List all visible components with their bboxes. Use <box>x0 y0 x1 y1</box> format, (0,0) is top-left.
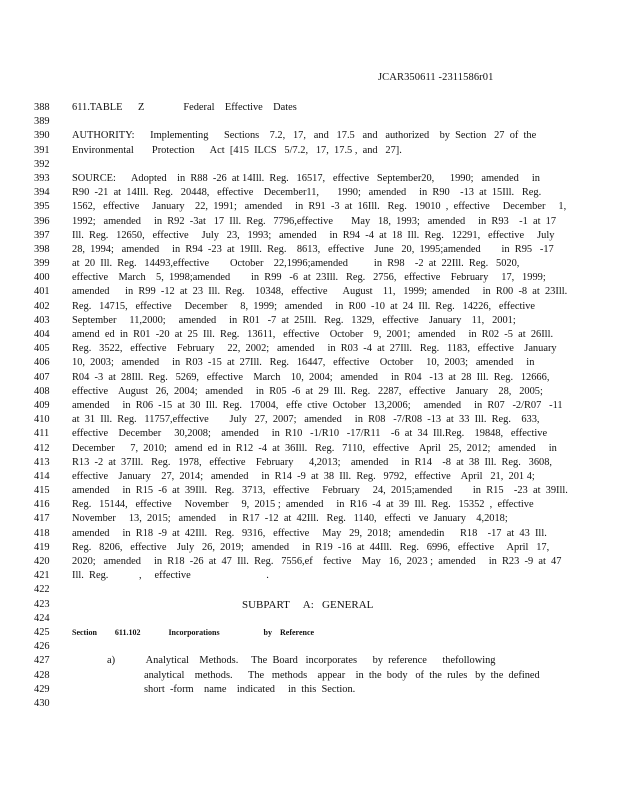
document-line <box>34 512 594 526</box>
line-number: 392 <box>34 158 50 170</box>
document-line <box>34 328 594 342</box>
line-number: 397 <box>34 229 50 241</box>
blank-line-fill <box>111 569 139 583</box>
line-text: amended in R99 -12 at 23 Ill. Reg. 10348, effective August 11, 1999; amended in R00 -8 at 23Ill. <box>72 286 568 298</box>
line-text: effective January 27, 2014; amended in R14 -9 at 38 Ill. Reg. 9792, effective April 21, 201 4; <box>72 470 535 482</box>
line-text: 1562, effective January 22, 1991; amended in R91 -3 at 16Ill. Reg. 19010 , effective December 1, <box>72 201 567 213</box>
line-number: 430 <box>34 697 50 709</box>
document-line <box>34 427 594 441</box>
document-body <box>34 101 594 711</box>
line-text <box>72 612 594 626</box>
document-line <box>34 144 594 158</box>
line-number: 428 <box>34 669 50 681</box>
document-line <box>34 399 594 413</box>
document-line <box>34 470 594 484</box>
document-line <box>34 527 594 541</box>
line-number: 419 <box>34 541 50 553</box>
line-number: 421 <box>34 570 50 582</box>
line-text: Ill. Reg. , effective . <box>72 569 594 583</box>
line-text: R90 -21 at 14Ill. Reg. 20448, effective December11, 1990; amended in R90 -13 at 15Ill. Reg. <box>72 187 542 199</box>
line-number: 422 <box>34 584 50 596</box>
line-number: 407 <box>34 371 50 383</box>
document-line <box>34 271 594 285</box>
line-text: Reg. 8206, effective July 26, 2019; amended in R19 -16 at 44Ill. Reg. 6996, effective April 17, <box>72 541 550 553</box>
line-text: effective August 26, 2004; amended in R05 -6 at 29 Ill. Reg. 2287, effective January 28, 2005; <box>72 385 543 397</box>
document-line <box>34 342 594 356</box>
line-number: 411 <box>34 428 50 440</box>
line-text: AUTHORITY: Implementing Sections 7.2, 17, and 17.5 and authorized by Section 27 of the <box>72 130 537 142</box>
document-line <box>34 356 594 370</box>
line-number: 409 <box>34 399 50 411</box>
document-line <box>34 186 594 200</box>
line-text: 10, 2003; amended in R03 -15 at 27Ill. Reg. 16447, effective October 10, 2003; amended in <box>72 357 535 369</box>
line-number: 390 <box>34 130 50 142</box>
document-line <box>34 172 594 186</box>
line-number: 400 <box>34 272 50 284</box>
line-text <box>72 158 594 172</box>
document-id: JCAR350611 -2311586r01 <box>378 72 494 83</box>
line-text: at 31 Ill. Reg. 11757,effective July 27, 2007; amended in R08 -7/R08 -13 at 33 Ill. Reg. 633, <box>72 414 540 426</box>
line-number: 427 <box>34 655 50 667</box>
line-text: amend ed in R01 -20 at 25 Ill. Reg. 13611, effective October 9, 2001; amended in R02 -5 at 26Ill. <box>72 329 554 340</box>
document-line <box>34 569 594 583</box>
line-text: September 11,2000; amended in R01 -7 at 25Ill. Reg. 1329, effective January 11, 2001; <box>72 314 516 326</box>
document-line <box>34 626 594 640</box>
blank-line-fill <box>199 569 259 583</box>
line-number: 412 <box>34 442 50 454</box>
line-text <box>72 583 594 597</box>
document-line <box>34 215 594 229</box>
line-number: 394 <box>34 187 50 199</box>
line-text <box>72 697 594 711</box>
document-line <box>34 484 594 498</box>
document-line <box>34 413 594 427</box>
line-number: 424 <box>34 612 50 624</box>
document-line <box>34 456 594 470</box>
line-text: analytical methods. The methods appear in the body of the rules by the defined <box>144 669 540 681</box>
line-number: 417 <box>34 513 50 525</box>
line-text: Environmental Protection Act [415 ILCS 5/7.2, 17, 17.5 , and 27]. <box>72 144 402 156</box>
document-line <box>34 101 594 115</box>
line-text: Ill. Reg. 12650, effective July 23, 1993; amended in R94 -4 at 18 Ill. Reg. 12291, effective July <box>72 229 555 241</box>
line-number: 402 <box>34 300 50 312</box>
line-number: 393 <box>34 172 50 184</box>
document-line <box>34 541 594 555</box>
line-text: 2020; amended in R18 -26 at 47 Ill. Reg. 7556,ef fective May 16, 2023 ; amended in R23 -9 at 47 <box>72 556 562 567</box>
line-number: 423 <box>34 598 50 610</box>
line-text <box>72 115 594 129</box>
document-line <box>34 200 594 214</box>
line-number: 395 <box>34 201 50 213</box>
line-number: 425 <box>34 626 50 638</box>
document-line <box>34 257 594 271</box>
line-text: amended in R06 -15 at 30 Ill. Reg. 17004, effe ctive October 13,2006; amended in R07 -2/R07 -11 <box>72 399 563 411</box>
document-line <box>34 158 594 172</box>
line-text: December 7, 2010; amend ed in R12 -4 at 36Ill. Reg. 7110, effective April 25, 2012; amended in <box>72 442 557 454</box>
line-text: Reg. 14715, effective December 8, 1999; amended in R00 -10 at 24 Ill. Reg. 14226, effective <box>72 300 536 312</box>
line-text: SOURCE: Adopted in R88 -26 at 14Ill. Reg. 16517, effective September20, 1990; amended in <box>72 172 540 184</box>
document-line <box>34 669 594 683</box>
line-number: 415 <box>34 485 50 497</box>
line-text: R13 -2 at 37Ill. Reg. 1978, effective February 4,2013; amended in R14 -8 at 38 Ill. Reg. 3608, <box>72 456 553 468</box>
document-line <box>34 697 594 711</box>
line-number: 401 <box>34 286 50 298</box>
line-number: 396 <box>34 215 50 227</box>
document-line <box>34 129 594 143</box>
document-line <box>34 314 594 328</box>
line-number: 403 <box>34 314 50 326</box>
line-text: 1992; amended in R92 -3at 17 Ill. Reg. 7796,effective May 18, 1993; amended in R93 -1 at 17 <box>72 215 557 227</box>
line-number: 399 <box>34 258 50 270</box>
line-text: effective December 30,2008; amended in R10 -1/R10 -17/R11 -6 at 34 Ill.Reg. 19848, effective <box>72 428 548 440</box>
document-line <box>34 498 594 512</box>
line-number: 413 <box>34 456 50 468</box>
document-line <box>34 300 594 314</box>
line-text: 28, 1994; amended in R94 -23 at 19Ill. Reg. 8613, effective June 20, 1995;amended in R95 -17 <box>72 243 554 255</box>
document-line <box>34 285 594 299</box>
line-number: 406 <box>34 357 50 369</box>
line-text: a) Analytical Methods. The Board incorporates by reference thefollowing <box>107 655 496 667</box>
line-text: Section 611.102 Incorporations by Reference <box>72 627 315 637</box>
document-line <box>34 371 594 385</box>
line-text: SUBPART A: GENERAL <box>242 598 374 611</box>
line-text <box>72 640 594 654</box>
line-number: 414 <box>34 470 50 482</box>
document-line <box>34 683 594 697</box>
line-number: 408 <box>34 385 50 397</box>
line-number: 416 <box>34 499 50 511</box>
line-text: amended in R15 -6 at 39Ill. Reg. 3713, effective February 24, 2015;amended in R15 -23 at 39Ill. <box>72 485 568 497</box>
document-line <box>34 229 594 243</box>
document-line <box>34 555 594 569</box>
line-text: effective March 5, 1998;amended in R99 -6 at 23Ill. Reg. 2756, effective February 17, 1999; <box>72 272 546 284</box>
document-line <box>34 583 594 597</box>
document-line <box>34 654 594 668</box>
line-number: 410 <box>34 414 50 426</box>
document-line <box>34 243 594 257</box>
line-number: 420 <box>34 556 50 567</box>
line-number: 404 <box>34 329 50 340</box>
document-line <box>34 598 594 612</box>
line-number: 418 <box>34 527 50 539</box>
document-line <box>34 115 594 129</box>
line-number: 389 <box>34 116 50 128</box>
line-number: 388 <box>34 102 50 113</box>
document-line <box>34 640 594 654</box>
line-number: 398 <box>34 243 50 255</box>
line-number: 429 <box>34 683 50 695</box>
line-text: short -form name indicated in this Section. <box>144 683 356 695</box>
document-line <box>34 442 594 456</box>
line-number: 391 <box>34 144 50 156</box>
line-text: R04 -3 at 28Ill. Reg. 5269, effective March 10, 2004; amended in R04 -13 at 28 Ill. Reg. 12666, <box>72 371 550 383</box>
document-line <box>34 612 594 626</box>
line-text: at 20 Ill. Reg. 14493,effective October 22,1996;amended in R98 -2 at 22Ill. Reg. 5020, <box>72 258 520 270</box>
line-text: 611.TABLE Z Federal Effective Dates <box>72 102 297 113</box>
line-text: November 13, 2015; amended in R17 -12 at 42Ill. Reg. 1140, effecti ve January 4,2018; <box>72 513 508 525</box>
line-number: 426 <box>34 641 50 653</box>
line-text: Reg. 15144, effective November 9, 2015 ; amended in R16 -4 at 39 Ill. Reg. 15352 , effective <box>72 499 534 511</box>
line-text: amended in R18 -9 at 42Ill. Reg. 9316, effective May 29, 2018; amendedin R18 -17 at 43 Ill. <box>72 527 547 539</box>
line-text: Reg. 3522, effective February 22, 2002; amended in R03 -4 at 27Ill. Reg. 1183, effective January <box>72 343 557 355</box>
line-number: 405 <box>34 343 50 355</box>
document-line <box>34 385 594 399</box>
